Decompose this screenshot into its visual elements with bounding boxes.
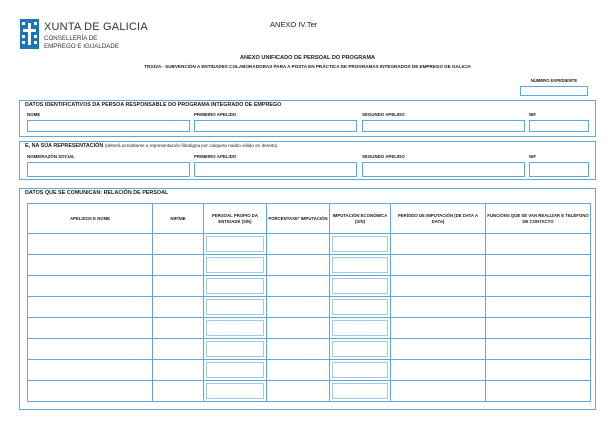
department-line-1: CONSELLERÍA DE bbox=[44, 35, 98, 42]
second-surname-field[interactable] bbox=[362, 120, 525, 132]
field-label-first-surname: PRIMEIRO APELIDO bbox=[194, 154, 237, 159]
cell-input-box[interactable] bbox=[206, 341, 264, 357]
table-cell-period[interactable] bbox=[390, 233, 486, 255]
table-cell-functions[interactable] bbox=[485, 296, 591, 318]
section-title: DATOS IDENTIFICATIVOS DA PERSOA RESPONSABLE DO PROGRAMA INTEGRADO DE EMPREGO bbox=[25, 102, 282, 108]
field-label-company-name: NOME/RAZÓN SOCIAL bbox=[27, 154, 75, 159]
column-header-percentage: PORCENTAXE* IMPUTACIÓN bbox=[266, 203, 330, 234]
cell-input-box[interactable] bbox=[332, 383, 388, 399]
first-surname-field[interactable] bbox=[194, 162, 357, 177]
table-cell-functions[interactable] bbox=[485, 359, 591, 381]
table-cell-percentage[interactable] bbox=[266, 254, 330, 276]
expedient-number-field[interactable] bbox=[520, 86, 588, 96]
table-cell-name[interactable] bbox=[27, 275, 153, 297]
table-cell-own-staff[interactable] bbox=[203, 296, 267, 318]
table-cell-period[interactable] bbox=[390, 275, 486, 297]
table-cell-nif-nie[interactable] bbox=[152, 317, 204, 339]
table-cell-economic-imputation[interactable] bbox=[329, 380, 391, 402]
nif-field[interactable] bbox=[529, 162, 589, 177]
section-title bbox=[25, 143, 277, 149]
table-cell-nif-nie[interactable] bbox=[152, 296, 204, 318]
cell-input-box[interactable] bbox=[332, 362, 388, 378]
table-cell-period[interactable] bbox=[390, 296, 486, 318]
xunta-logo bbox=[20, 19, 160, 55]
field-label-nif: NIF bbox=[529, 112, 537, 117]
table-cell-functions[interactable] bbox=[485, 254, 591, 276]
cell-input-box[interactable] bbox=[206, 257, 264, 273]
section-note: (deberá acreditarse a representación fidedigna por calquera medio válido en dereito) bbox=[104, 143, 278, 148]
table-cell-own-staff[interactable] bbox=[203, 275, 267, 297]
cell-input-box[interactable] bbox=[332, 320, 388, 336]
table-cell-own-staff[interactable] bbox=[203, 317, 267, 339]
cell-input-box[interactable] bbox=[206, 320, 264, 336]
department-line-2: EMPREGO E IGUALDADE bbox=[44, 43, 119, 50]
expedient-number-label: NÚMERO EXPEDIENTE bbox=[530, 78, 578, 83]
table-cell-name[interactable] bbox=[27, 254, 153, 276]
table-cell-functions[interactable] bbox=[485, 233, 591, 255]
table-cell-name[interactable] bbox=[27, 359, 153, 381]
cell-input-box[interactable] bbox=[332, 236, 388, 252]
section-title: DATOS QUE SE COMUNICAN: RELACIÓN DE PERSOAL bbox=[25, 190, 169, 196]
table-cell-nif-nie[interactable] bbox=[152, 233, 204, 255]
name-field[interactable] bbox=[27, 120, 190, 132]
first-surname-field[interactable] bbox=[194, 120, 357, 132]
table-cell-period[interactable] bbox=[390, 254, 486, 276]
table-cell-percentage[interactable] bbox=[266, 380, 330, 402]
table-cell-economic-imputation[interactable] bbox=[329, 338, 391, 360]
field-label-second-surname: SEGUNDO APELIDO bbox=[362, 112, 405, 117]
table-cell-name[interactable] bbox=[27, 338, 153, 360]
table-cell-percentage[interactable] bbox=[266, 275, 330, 297]
field-label-nif: NIF bbox=[529, 154, 537, 159]
column-header-functions: FUNCIÓNS QUE SE VAN REALIZAR E TELÉFONO DE CONTACTO bbox=[485, 203, 591, 234]
table-cell-own-staff[interactable] bbox=[203, 233, 267, 255]
table-cell-economic-imputation[interactable] bbox=[329, 233, 391, 255]
column-header-period: PERÍODO DE IMPUTACIÓN (DE DATA A DATA) bbox=[390, 203, 486, 234]
table-cell-economic-imputation[interactable] bbox=[329, 359, 391, 381]
cell-input-box[interactable] bbox=[206, 278, 264, 294]
representation-section bbox=[19, 141, 596, 180]
table-cell-nif-nie[interactable] bbox=[152, 338, 204, 360]
cell-input-box[interactable] bbox=[332, 299, 388, 315]
table-cell-nif-nie[interactable] bbox=[152, 254, 204, 276]
table-cell-nif-nie[interactable] bbox=[152, 359, 204, 381]
column-header-name: APELIDOS E NOME bbox=[27, 203, 153, 234]
field-label-second-surname: SEGUNDO APELIDO bbox=[362, 154, 405, 159]
nif-field[interactable] bbox=[529, 120, 589, 132]
table-cell-percentage[interactable] bbox=[266, 359, 330, 381]
table-cell-functions[interactable] bbox=[485, 275, 591, 297]
table-cell-economic-imputation[interactable] bbox=[329, 296, 391, 318]
table-cell-percentage[interactable] bbox=[266, 296, 330, 318]
column-header-nif-nie: NIF/NIE bbox=[152, 203, 204, 234]
org-name: XUNTA DE GALICIA bbox=[44, 21, 148, 33]
table-cell-nif-nie[interactable] bbox=[152, 275, 204, 297]
table-cell-functions[interactable] bbox=[485, 380, 591, 402]
field-label-name: NOME bbox=[27, 112, 41, 117]
table-cell-percentage[interactable] bbox=[266, 338, 330, 360]
table-cell-own-staff[interactable] bbox=[203, 359, 267, 381]
column-header-own-staff: PERSOAL PROPIO DA ENTIDADE (S/N) bbox=[203, 203, 267, 234]
company-name-field[interactable] bbox=[27, 162, 190, 177]
table-cell-own-staff[interactable] bbox=[203, 380, 267, 402]
second-surname-field[interactable] bbox=[362, 162, 525, 177]
cell-input-box[interactable] bbox=[206, 383, 264, 399]
xunta-cross-emblem-icon bbox=[20, 19, 39, 49]
table-cell-name[interactable] bbox=[27, 296, 153, 318]
field-label-first-surname: PRIMEIRO APELIDO bbox=[194, 112, 237, 117]
department-name bbox=[44, 35, 119, 51]
table-cell-period[interactable] bbox=[390, 338, 486, 360]
table-cell-economic-imputation[interactable] bbox=[329, 317, 391, 339]
table-cell-economic-imputation[interactable] bbox=[329, 275, 391, 297]
cell-input-box[interactable] bbox=[332, 278, 388, 294]
table-cell-period[interactable] bbox=[390, 380, 486, 402]
table-cell-name[interactable] bbox=[27, 380, 153, 402]
responsible-person-section bbox=[19, 100, 596, 137]
table-cell-percentage[interactable] bbox=[266, 233, 330, 255]
table-cell-own-staff[interactable] bbox=[203, 338, 267, 360]
table-cell-period[interactable] bbox=[390, 359, 486, 381]
cell-input-box[interactable] bbox=[332, 257, 388, 273]
table-cell-functions[interactable] bbox=[485, 317, 591, 339]
table-cell-period[interactable] bbox=[390, 317, 486, 339]
annex-label: ANEXO IV.Ter bbox=[270, 20, 318, 29]
cell-input-box[interactable] bbox=[206, 236, 264, 252]
section-title-text: E, NA SÚA REPRESENTACIÓN bbox=[25, 143, 104, 149]
cell-input-box[interactable] bbox=[206, 362, 264, 378]
table-cell-economic-imputation[interactable] bbox=[329, 254, 391, 276]
table-cell-nif-nie[interactable] bbox=[152, 380, 204, 402]
table-cell-functions[interactable] bbox=[485, 338, 591, 360]
document-subtitle: TR332A - SUBVENCIÓN A ENTIDADES COLABORADORAS PARA A POSTA EN PRÁCTICA DE PROGRAMAS INTEGRADOS DE EMPREGO DE GALICIA bbox=[144, 64, 471, 69]
table-cell-percentage[interactable] bbox=[266, 317, 330, 339]
cell-input-box[interactable] bbox=[332, 341, 388, 357]
table-cell-name[interactable] bbox=[27, 317, 153, 339]
table-cell-name[interactable] bbox=[27, 233, 153, 255]
cell-input-box[interactable] bbox=[206, 299, 264, 315]
column-header-economic-imputation: IMPUTACIÓN ECONÓMICA (S/N) bbox=[329, 203, 391, 234]
document-title: ANEXO UNIFICADO DE PERSOAL DO PROGRAMA bbox=[239, 55, 376, 61]
table-cell-own-staff[interactable] bbox=[203, 254, 267, 276]
personnel-list-section bbox=[19, 188, 596, 410]
